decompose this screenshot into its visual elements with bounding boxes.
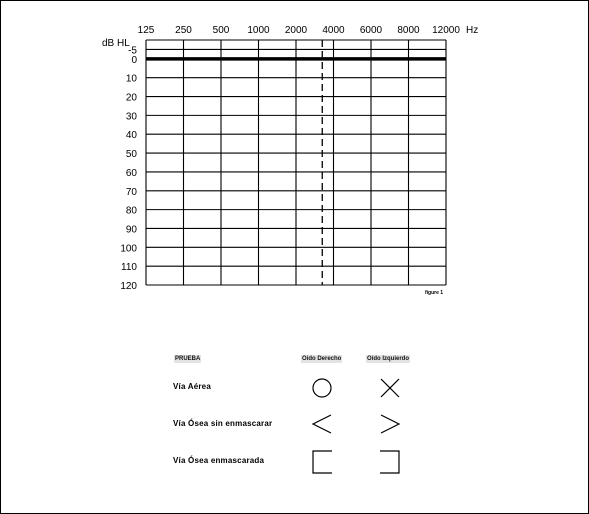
level-tick-label: 70 [125, 186, 137, 198]
level-tick-label: 60 [125, 167, 137, 179]
level-tick-label: 100 [120, 243, 137, 255]
level-tick-label: 50 [125, 149, 137, 161]
air-conduction-right-circle-icon [310, 376, 334, 400]
frequency-tick-label: 4000 [322, 25, 345, 36]
air-conduction-left-cross-icon [378, 376, 402, 400]
bone-masked-left-close-bracket-icon [378, 449, 402, 475]
bone-unmasked-left-greater-than-icon [378, 412, 402, 436]
level-unit-label: dB HL [102, 38, 130, 49]
level-tick-label: 20 [125, 92, 137, 104]
frequency-tick-label: 6000 [359, 25, 383, 36]
figure-caption: figure 1 [425, 290, 444, 296]
legend-row-label: Vía Ósea sin enmascarar [173, 419, 273, 428]
frequency-tick-label: 8000 [397, 25, 420, 36]
level-tick-label: 80 [125, 205, 137, 217]
frequency-tick-label: 2000 [284, 25, 308, 36]
legend-header-left-ear: Oído Izquierdo [367, 356, 409, 362]
frequency-tick-label: 500 [212, 25, 230, 36]
level-tick-label: 110 [121, 262, 137, 274]
level-tick-label: 90 [125, 224, 137, 236]
frequency-tick-label: 250 [175, 25, 192, 36]
bone-masked-right-open-bracket-icon [310, 449, 334, 475]
level-tick-label: 0 [131, 54, 137, 66]
frequency-tick-label: 1000 [247, 25, 270, 36]
level-tick-label: 40 [125, 130, 137, 142]
legend-header-right-ear: Oído Derecho [302, 356, 342, 362]
legend-row-label: Vía Ósea enmascarada [173, 456, 265, 465]
level-tick-label: 10 [125, 73, 137, 85]
frequency-tick-label: 125 [137, 25, 155, 36]
bone-unmasked-right-less-than-icon [310, 412, 334, 436]
level-tick-label: 120 [120, 281, 137, 292]
level-tick-label: -5 [128, 45, 137, 57]
legend-header-test: PRUEBA [175, 356, 201, 362]
frequency-unit-label: Hz [466, 25, 479, 36]
legend-row-label: Vía Aérea [173, 382, 211, 391]
level-tick-label: 30 [125, 111, 137, 123]
frequency-tick-label: 12000 [432, 25, 460, 36]
